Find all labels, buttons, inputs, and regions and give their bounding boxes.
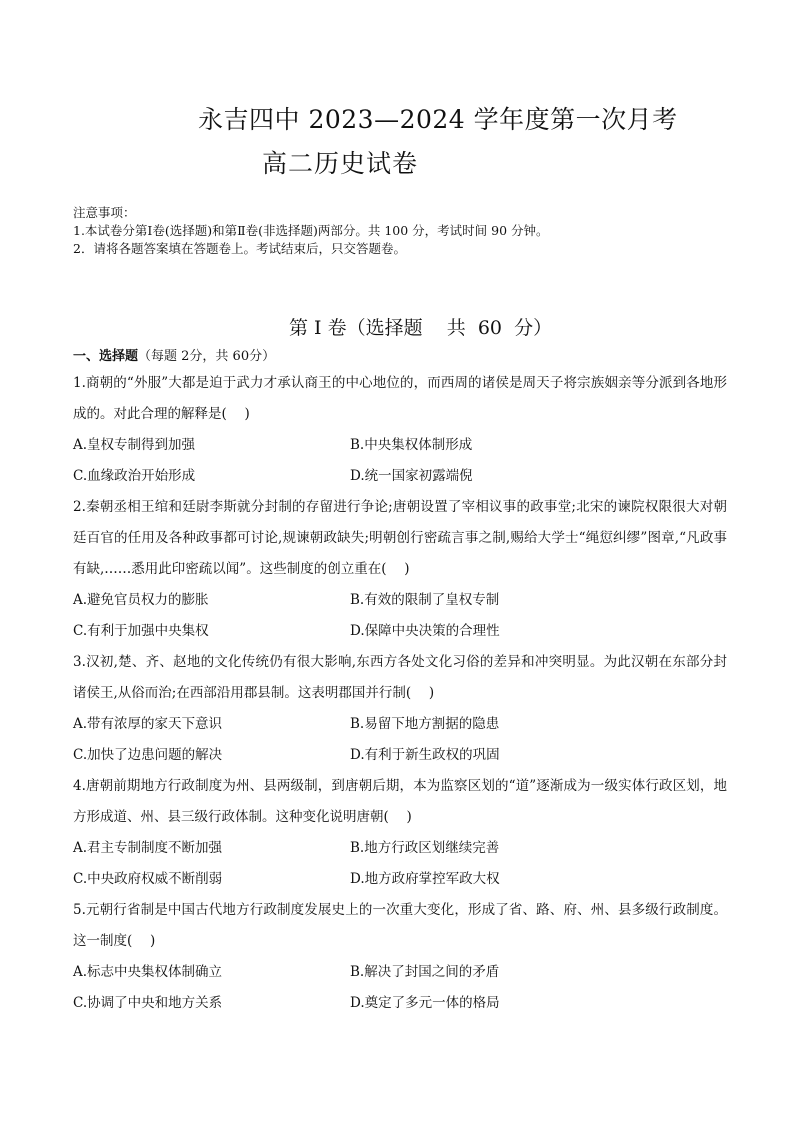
- option-a: A.皇权专制得到加强: [73, 437, 196, 453]
- question-list: [73, 368, 727, 1019]
- option-d: D.统一国家初露端倪: [350, 468, 473, 484]
- question-4-options: [73, 833, 727, 895]
- exam-subtitle: 高二历史试卷: [262, 149, 419, 178]
- option-a: A.标志中央集权体制确立: [73, 964, 223, 980]
- option-a: A.君主专制制度不断加强: [73, 840, 223, 856]
- question-5-text: 5.元朝行省制是中国古代地方行政制度发展史上的一次重大变化，形成了省、路、府、州、县多级行政制度。这一制度( ): [73, 902, 727, 949]
- option-c: C.加快了边患问题的解决: [73, 747, 223, 763]
- exam-title: 永吉四中 2023—2024 学年度第一次月考: [198, 105, 678, 134]
- notes-item-2: 2．请将各题答案填在答题卷上。考试结束后，只交答题卷。: [73, 241, 406, 256]
- option-a: A.避免官员权力的膨胀: [73, 592, 209, 608]
- question-1-text: 1.商朝的“外服”大都是迫于武力才承认商王的中心地位的，而西周的诸侯是周天子将宗族姻亲等分派到各地形成的。对此合理的解释是( ): [73, 375, 727, 422]
- question-2-text: 2.秦朝丞相王绾和廷尉李斯就分封制的存留进行争论;唐朝设置了宰相议事的政事堂;北宋的谏院权限很大对朝廷百官的任用及各种政事都可讨论,规谏朝政缺失;明朝创行密疏言事之制,赐给大学士“绳愆纠缪”图章,“凡政事有缺,……悉用此印密疏以闻”。这些制度的创立重在( ): [73, 499, 727, 577]
- option-d: D.保障中央决策的合理性: [350, 623, 500, 639]
- question-5: [73, 895, 727, 1019]
- option-d: D.地方政府掌控军政大权: [350, 871, 500, 887]
- part-note: （每题 2分，共 60分）: [138, 349, 276, 364]
- option-b: B.易留下地方割据的隐患: [350, 716, 500, 732]
- notes-item-1: 1.本试卷分第Ⅰ卷(选择题)和第Ⅱ卷(非选择题)两部分。共 100 分，考试时间 90 分钟。: [73, 223, 549, 238]
- option-b: B.解决了封国之间的矛盾: [350, 964, 500, 980]
- option-c: C.有利于加强中央集权: [73, 623, 209, 639]
- option-a: A.带有浓厚的家天下意识: [73, 716, 223, 732]
- question-2-options: [73, 585, 727, 647]
- question-3-options: [73, 709, 727, 771]
- notes-block: [73, 204, 549, 258]
- option-d: D.奠定了多元一体的格局: [350, 995, 500, 1011]
- question-1: [73, 368, 727, 492]
- part-heading: [73, 345, 275, 364]
- section-title: 第 I 卷（选择题 共 60 分）: [289, 317, 553, 339]
- option-c: C.中央政府权威不断削弱: [73, 871, 223, 887]
- question-3-text: 3.汉初,楚、齐、赵地的文化传统仍有很大影响,东西方各处文化习俗的差异和冲突明显。为此汉朝在东部分封诸侯王,从俗而治;在西部沿用郡县制。这表明郡国并行制( ): [73, 654, 727, 701]
- question-3: [73, 647, 727, 771]
- question-1-options: [73, 430, 727, 492]
- option-b: B.地方行政区划继续完善: [350, 840, 500, 856]
- question-2: [73, 492, 727, 647]
- option-d: D.有利于新生政权的巩固: [350, 747, 500, 763]
- question-4-text: 4.唐朝前期地方行政制度为州、县两级制，到唐朝后期，本为监察区划的“道”逐渐成为一级实体行政区划，地方形成道、州、县三级行政体制。这种变化说明唐朝( ): [73, 778, 727, 825]
- question-4: [73, 771, 727, 895]
- option-b: B.有效的限制了皇权专制: [350, 592, 500, 608]
- question-5-options: [73, 957, 727, 1019]
- notes-heading: 注意事项：: [73, 205, 136, 220]
- option-c: C.协调了中央和地方关系: [73, 995, 223, 1011]
- option-c: C.血缘政治开始形成: [73, 468, 196, 484]
- option-b: B.中央集权体制形成: [350, 437, 473, 453]
- part-label: 一、选择题: [73, 349, 139, 364]
